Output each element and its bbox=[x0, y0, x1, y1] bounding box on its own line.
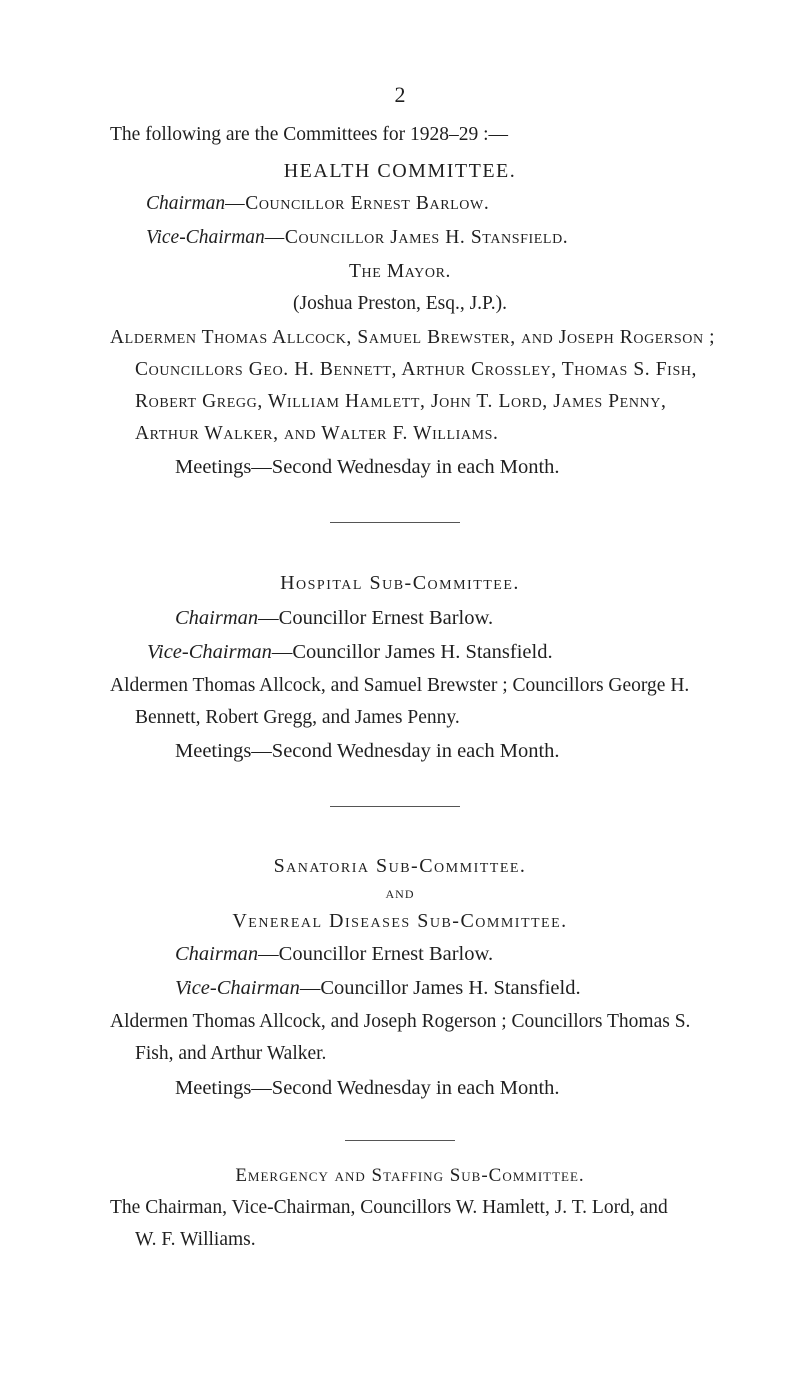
sanatoria-chairman bbox=[175, 943, 493, 966]
section-divider bbox=[345, 1140, 455, 1141]
chairman-name: —Councillor Ernest Barlow. bbox=[258, 607, 494, 629]
health-members-line-3: Robert Gregg, William Hamlett, John T. Lord, James Penny, bbox=[135, 391, 667, 412]
vice-chairman-name: —Councillor James H. Stansfield. bbox=[299, 977, 581, 999]
vice-chairman-label: Vice-Chairman bbox=[146, 227, 265, 248]
chairman-name: —Councillor Ernest Barlow. bbox=[225, 193, 490, 214]
emergency-members-line-1: The Chairman, Vice-Chairman, Councillors W. Hamlett, J. T. Lord, and bbox=[110, 1197, 668, 1218]
health-vice-chairman bbox=[146, 227, 568, 249]
mayor-line: The Mayor. bbox=[348, 261, 452, 282]
venereal-diseases-subcommittee-title: Venereal Diseases Sub-Committee. bbox=[232, 910, 568, 932]
chairman-label: Chairman bbox=[146, 193, 226, 214]
sanatoria-subcommittee-title: Sanatoria Sub-Committee. bbox=[273, 855, 527, 877]
vice-chairman-name: —Councillor James H. Stansfield. bbox=[271, 641, 553, 663]
health-meetings: Meetings—Second Wednesday in each Month. bbox=[175, 456, 560, 478]
vice-chairman-label: Vice-Chairman bbox=[175, 977, 300, 999]
sanatoria-members-line-2: Fish, and Arthur Walker. bbox=[135, 1043, 327, 1064]
sanatoria-vice-chairman bbox=[175, 977, 581, 1000]
hospital-meetings: Meetings—Second Wednesday in each Month. bbox=[175, 740, 560, 762]
page-number: 2 bbox=[394, 82, 406, 107]
health-committee-title: HEALTH COMMITTEE. bbox=[283, 160, 517, 182]
hospital-members-line-2: Bennett, Robert Gregg, and James Penny. bbox=[135, 707, 460, 728]
emergency-members-line-2: W. F. Williams. bbox=[135, 1229, 256, 1250]
health-chairman bbox=[146, 193, 489, 215]
hospital-vice-chairman bbox=[147, 641, 553, 664]
intro-text: The following are the Committees for 1928–29 :— bbox=[110, 124, 509, 145]
mayor-name: (Joshua Preston, Esq., J.P.). bbox=[293, 293, 507, 314]
hospital-chairman bbox=[175, 607, 493, 630]
vice-chairman-label: Vice-Chairman bbox=[147, 641, 272, 663]
chairman-name: —Councillor Ernest Barlow. bbox=[258, 943, 494, 965]
section-divider bbox=[330, 522, 460, 523]
health-members-line-2: Councillors Geo. H. Bennett, Arthur Crossley, Thomas S. Fish, bbox=[135, 359, 698, 380]
chairman-label: Chairman bbox=[175, 943, 259, 965]
and-connector: AND bbox=[385, 887, 415, 901]
vice-chairman-name: —Councillor James H. Stansfield. bbox=[264, 227, 569, 248]
sanatoria-meetings: Meetings—Second Wednesday in each Month. bbox=[175, 1077, 560, 1099]
chairman-label: Chairman bbox=[175, 607, 259, 629]
health-members-line-4: Arthur Walker, and Walter F. Williams. bbox=[135, 423, 499, 444]
health-members-line-1: Aldermen Thomas Allcock, Samuel Brewster, and Joseph Rogerson ; bbox=[110, 327, 716, 348]
emergency-subcommittee-title: Emergency and Staffing Sub-Committee. bbox=[235, 1165, 585, 1186]
sanatoria-members-line-1: Aldermen Thomas Allcock, and Joseph Rogerson ; Councillors Thomas S. bbox=[110, 1011, 691, 1032]
section-divider bbox=[330, 806, 460, 807]
hospital-members-line-1: Aldermen Thomas Allcock, and Samuel Brewster ; Councillors George H. bbox=[110, 675, 690, 696]
hospital-subcommittee-title: Hospital Sub-Committee. bbox=[280, 572, 520, 594]
